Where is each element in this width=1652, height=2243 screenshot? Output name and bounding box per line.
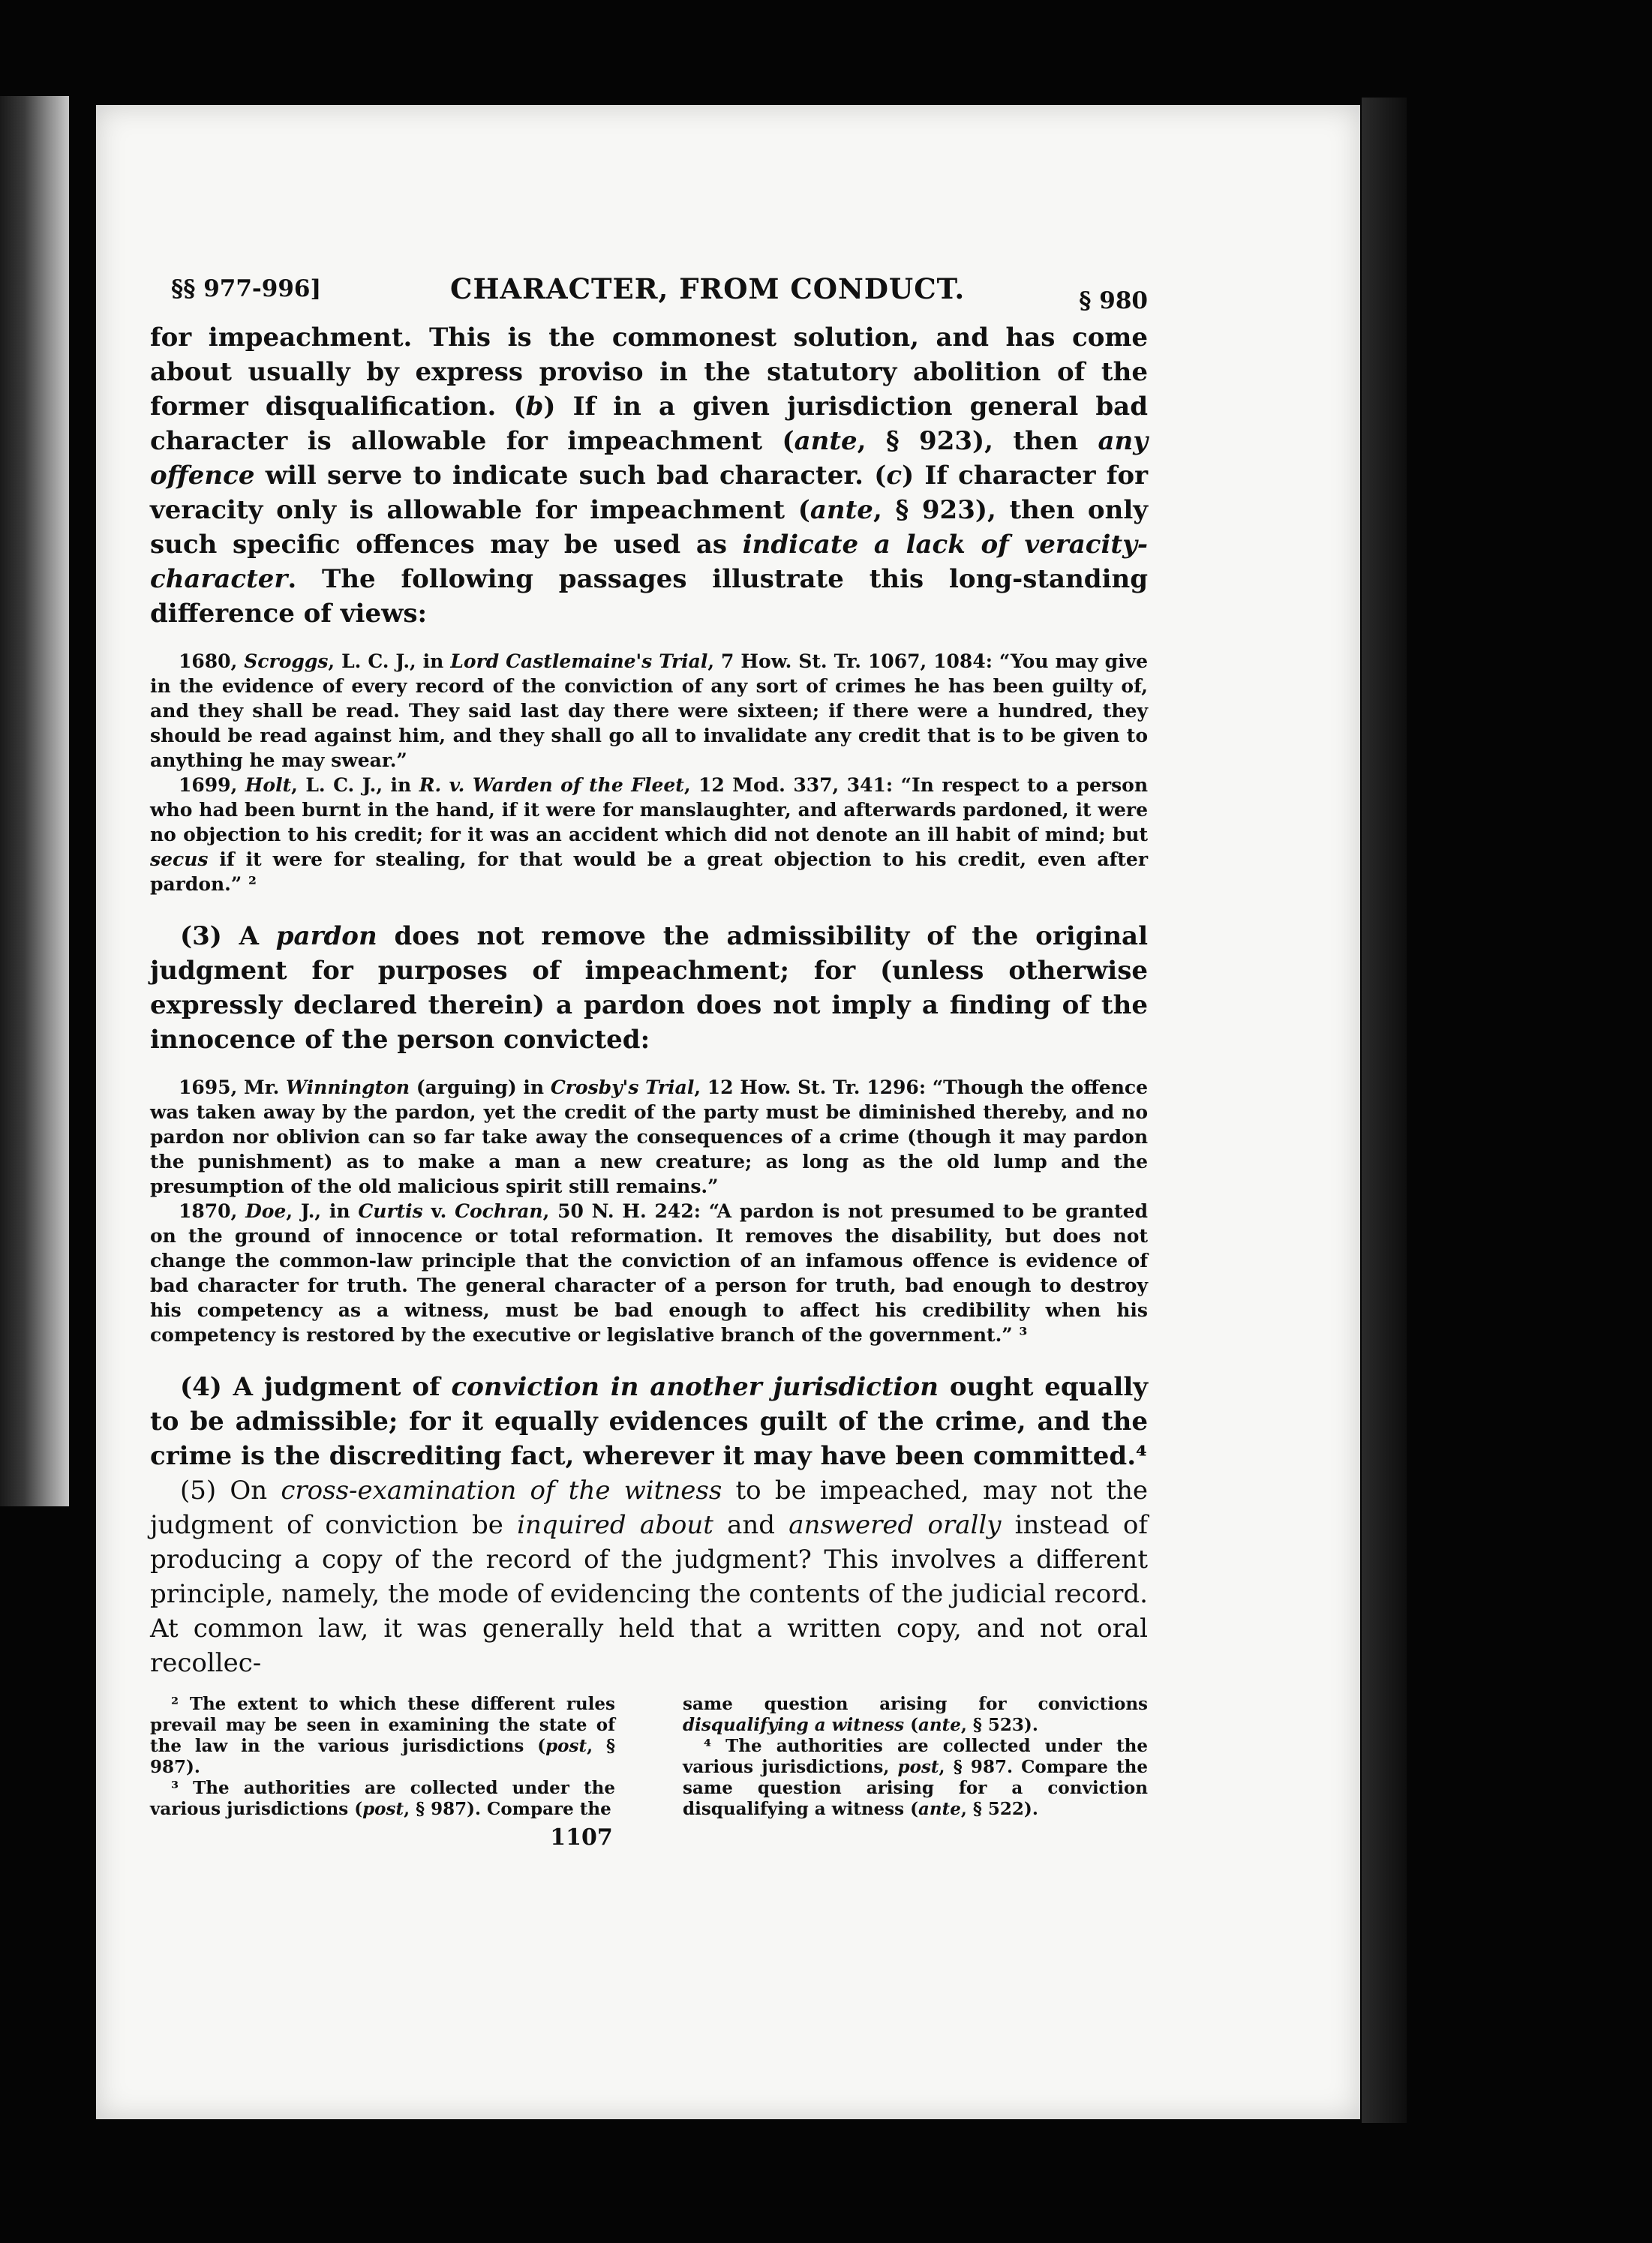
quote-1870: 1870, Doe, J., in Curtis v. Cochran, 50 N. H. 242: “A pardon is not presumed to be granted on the ground of innocence or total reformation. It removes the disability, but does not change the common-law principle that the conviction of an infamous offence is evidence of bad character for truth. The general character of a person for truth, bad enough to destroy his competency as a witness, must be bad enough to affect his credibility when his competency is restored by the executive or legislative branch of the government.” ³ [150, 1200, 1148, 1346]
footnotes-left-column [150, 1694, 615, 1820]
paragraph-3: (3) A pardon does not remove the admissibility of the original judgment for purposes of impeachment; for (unless otherwise expressly declared therein) a pardon does not imply a finding of the innocence of the person convicted: [150, 921, 1148, 1055]
running-head-section: § 980 [1079, 287, 1148, 314]
footnote-2: ² The extent to which these different rules prevail may be seen in examining the state of the law in the various jurisdictions (post, § 987). [150, 1694, 615, 1777]
footnote-3-continued: same question arising for convictions disqualifying a witness (ante, § 523). [683, 1694, 1148, 1735]
footnote-4: ⁴ The authorities are collected under the various jurisdictions, post, § 987. Compare the same question arising for a conviction disqualifying a witness (ante, § 522). [683, 1736, 1149, 1819]
running-head [150, 266, 1148, 314]
page-content [150, 266, 1148, 1851]
running-head-title: CHARACTER, FROM CONDUCT. [450, 272, 966, 305]
quote-block-2 [150, 1075, 1148, 1347]
quote-block-1 [150, 649, 1148, 896]
intro-paragraph: for impeachment. This is the commonest solution, and has come about usually by express proviso in the statutory abolition of the former disqualification. (b) If in a given jurisdiction general bad character is allowable for impeachment (ante, § 923), then any offence will serve to indicate such bad character. (c) If character for veracity only is allowable for impeachment (ante, § 923), then only such specific offences may be used as indicate a lack of veracity-character. The following passages illustrate this long-standing difference of views: [150, 323, 1149, 629]
quote-1695: 1695, Mr. Winnington (arguing) in Crosby's Trial, 12 How. St. Tr. 1296: “Though the offence was taken away by the pardon, yet the credit of the party must be diminished thereby, and no pardon nor oblivion can so far take away the consequences of a crime (though it may pardon the punishment) as to make a man a new creature; as long as the old lump and the presumption of the old malicious spirit still remains.” [150, 1076, 1148, 1197]
paragraph-4: (4) A judgment of conviction in another jurisdiction ought equally to be admissible; for it equally evidences guilt of the crime, and the crime is the discrediting fact, wherever it may have been committed.⁴ [150, 1372, 1148, 1471]
page-right-shadow [1362, 98, 1407, 2123]
footnotes [150, 1694, 1148, 1820]
quote-1680: 1680, Scroggs, L. C. J., in Lord Castlemaine's Trial, 7 How. St. Tr. 1067, 1084: “You may give in the evidence of every record of the conviction of any sort of crimes he has been guilty of, and they shall be read. They said last day there were sixteen; if there were a hundred, they should be read against him, and they shall go all to invalidate any credit that is to be given to anything he may swear.” [150, 650, 1148, 771]
paragraph-5: (5) On cross-examination of the witness to be impeached, may not the judgment of conviction be inquired about and answered orally instead of producing a copy of the record of the judgment? This involves a different principle, namely, the mode of evidencing the contents of the judicial record. At common law, it was generally held that a written copy, and not oral recollec- [150, 1476, 1148, 1678]
page-number: 1107 [550, 1824, 613, 1851]
footnotes-right-column [683, 1694, 1148, 1820]
previous-page-edge [0, 96, 69, 1506]
running-head-sections: §§ 977-996] [171, 275, 322, 302]
quote-1699: 1699, Holt, L. C. J., in R. v. Warden of the Fleet, 12 Mod. 337, 341: “In respect to a person who had been burnt in the hand, if it were for manslaughter, and afterwards pardoned, it were no objection to his credit; for it was an accident which did not denote an ill habit of mind; but secus if it were for stealing, for that would be a great objection to his credit, even after pardon.” ² [150, 774, 1149, 895]
footnote-3: ³ The authorities are collected under the various jurisdictions (post, § 987). Compare the [150, 1778, 615, 1819]
scanned-page [96, 105, 1360, 2119]
